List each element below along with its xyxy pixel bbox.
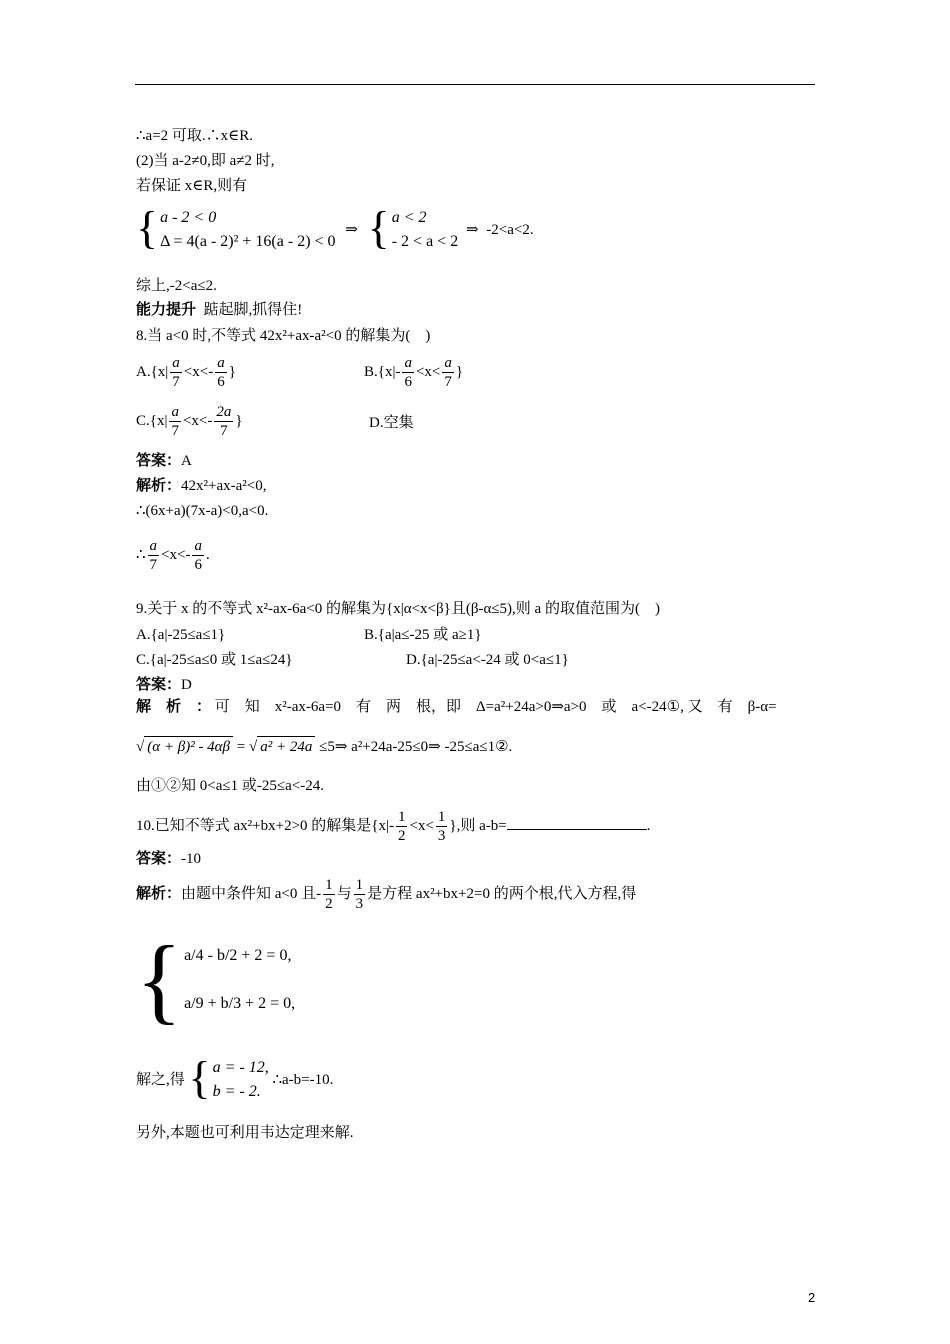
analysis-10: 解析：由题中条件知 a<0 且- $\frac{1}{2}$ 与 $\frac{1}{3}$ 是方程 ax²+bx+2=0 的两个根,代入方程,得	[136, 877, 637, 912]
text-line: 综上,-2<a≤2.	[136, 278, 217, 294]
eq-row: b = - 2.	[212, 1083, 261, 1100]
analysis-9-formula: √ (α + β)² - 4αβ = √ a² + 24a ≤5⇒ a²+24a-25≤0⇒ -25≤a≤1②.	[136, 736, 512, 757]
analysis-8-result: ∴ $\frac{a}{7}$ <x<- $\frac{a}{6}$ .	[136, 538, 210, 573]
analysis-8: 解析：42x²+ax-a²<0,	[136, 478, 267, 494]
section-subtitle: 踮起脚,抓得住!	[203, 302, 303, 318]
answer-blank	[507, 829, 647, 830]
option-8c: C.{x| $\frac{a}{7}$ <x<- $\frac{2a}{7}$ }	[136, 404, 243, 439]
section-title: 能力提升	[136, 302, 197, 318]
section-heading	[136, 300, 302, 320]
question-9: 9.关于 x 的不等式 x²-ax-6a<0 的解集为{x|α<x<β}且(β-α≤5),则 a 的取值范围为( )	[136, 601, 660, 617]
option-8a: A.{x| $\frac{a}{7}$ <x<- $\frac{a}{6}$ }	[136, 355, 236, 390]
option-9c: C.{a|-25≤a≤0 或 1≤a≤24}	[136, 652, 293, 668]
eq-row: a - 2 < 0	[160, 209, 217, 226]
page-number: 2	[808, 1290, 816, 1305]
text-line: 由①②知 0<a≤1 或-25≤a<-24.	[136, 778, 324, 794]
answer-8: 答案：A	[136, 453, 192, 469]
eq-row: a/4 - b/2 + 2 = 0,	[184, 947, 292, 964]
option-9d: D.{a|-25≤a<-24 或 0<a≤1}	[406, 652, 569, 668]
option-9a: A.{a|-25≤a≤1}	[136, 627, 226, 643]
equation-system-1: { a - 2 < 0 Δ = 4(a - 2)² + 16(a - 2) < 0 ⇒ { a < 2 - 2 < a < 2 ⇒ -2<a<2.	[136, 202, 534, 253]
text-line: ∴a=2 可取.∴x∈R.	[136, 128, 254, 144]
eq-result: -2<a<2.	[486, 222, 534, 238]
text-line: 若保证 x∈R,则有	[136, 178, 248, 194]
analysis-9: 解 析 ： 可 知 x²-ax-6a=0 有 两 根，即 Δ=a²+24a>0⇒a>0 或 a<-24①, 又 有 β-α=	[136, 699, 777, 715]
eq-row: a/9 + b/3 + 2 = 0,	[184, 995, 296, 1012]
text-line: 另外,本题也可利用韦达定理来解.	[136, 1125, 354, 1141]
eq-row: a = - 12,	[212, 1059, 269, 1076]
equation-system-2: { a/4 - b/2 + 2 = 0, a/9 + b/3 + 2 = 0,	[136, 926, 296, 1033]
solution-line: 解之,得 { a = - 12, b = - 2. ∴a-b=-10.	[136, 1052, 334, 1103]
eq-row: Δ = 4(a - 2)² + 16(a - 2) < 0	[160, 233, 336, 250]
option-9b: B.{a|a≤-25 或 a≥1}	[364, 627, 482, 643]
option-8b: B.{x|- $\frac{a}{6}$ <x< $\frac{a}{7}$ }	[364, 355, 464, 390]
answer-10: 答案：-10	[136, 851, 202, 867]
question-8: 8.当 a<0 时,不等式 42x²+ax-a²<0 的解集为( )	[136, 328, 431, 344]
eq-row: - 2 < a < 2	[391, 233, 459, 250]
question-10: 10.已知不等式 ax²+bx+2>0 的解集是{x|- $\frac{1}{2}$ <x< $\frac{1}{3}$ },则 a-b= .	[136, 809, 651, 844]
text-line: ∴(6x+a)(7x-a)<0,a<0.	[136, 503, 269, 519]
header-rule	[135, 84, 815, 85]
answer-9: 答案：D	[136, 677, 192, 693]
eq-row: a < 2	[391, 209, 427, 226]
text-line: (2)当 a-2≠0,即 a≠2 时,	[136, 153, 275, 169]
option-8d: D.空集	[369, 415, 414, 431]
